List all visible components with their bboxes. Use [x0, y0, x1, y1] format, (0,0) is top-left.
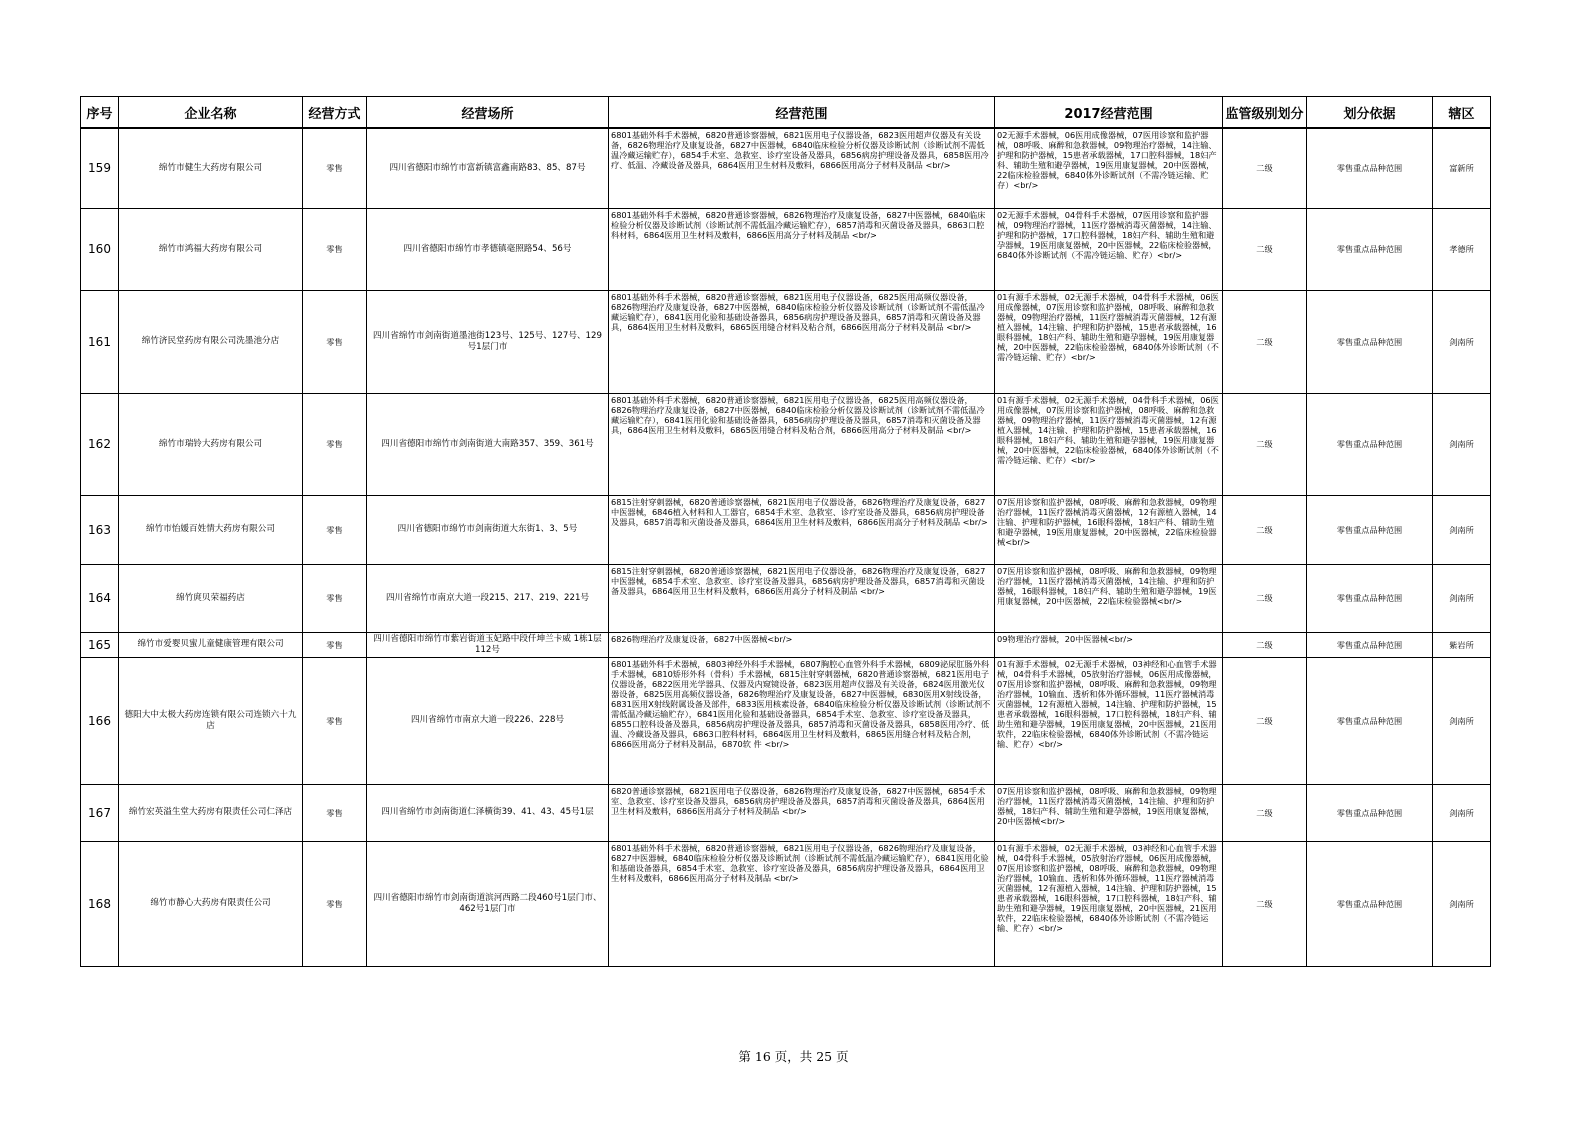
business-scope-2017: 01有源手术器械，02无源手术器械，04骨科手术器械，06医用成像器械，07医用诊察和监护器械，08呼吸、麻醉和急救器械，09物理治疗器械，11医疗器械消毒灭菌器械，12有源植入器械，14注输、护理和防护器械，15患者承载器械，16眼科器械，18妇产科、辅助生殖和避孕器械，19医用康复器械，20中医器械，22临床检验器械，6840体外诊断试剂（不需冷链运输、贮存）<br/> [995, 290, 1223, 393]
header-scope: 经营范围 [609, 97, 995, 129]
supervision-level: 二级 [1223, 841, 1307, 966]
classification-basis: 零售重点品种范围 [1307, 128, 1433, 208]
business-mode: 零售 [303, 841, 367, 966]
table-row [81, 128, 1491, 208]
business-scope: 6801基础外科手术器械，6820普通诊察器械，6821医用电子仪器设备，6823医用超声仪器及有关设备，6826物理治疗及康复设备，6827中医器械，6840临床检验分析仪器及诊断试剂（诊断试剂不需低温冷藏运输贮存），6854手术室、急救室、诊疗室设备及器具，6856病房护理设备及器具，6858医用冷疗、低温、冷藏设备及器具，6864医用卫生材料及敷料，6866医用高分子材料及制品 <br/> [609, 128, 995, 208]
supervision-level: 二级 [1223, 632, 1307, 657]
company-name: 绵竹市健生大药房有限公司 [119, 128, 303, 208]
business-address: 四川省德阳市绵竹市剑南街道滨河西路二段460号1层门市、462号1层门市 [367, 841, 609, 966]
business-address: 四川省绵竹市剑南街道仁泽横街39、41、43、45号1层 [367, 784, 609, 841]
district: 剑南所 [1433, 495, 1491, 564]
header-seq: 序号 [81, 97, 119, 129]
supervision-level: 二级 [1223, 393, 1307, 495]
business-address: 四川省德阳市绵竹市紫岩街道玉妃路中段仟坤兰卡威 1栋1层112号 [367, 632, 609, 657]
header-mode: 经营方式 [303, 97, 367, 129]
business-scope: 6801基础外科手术器械，6820普通诊察器械，6821医用电子仪器设备，6825医用高频仪器设备，6826物理治疗及康复设备，6827中医器械，6840临床检验分析仪器及诊断试剂（诊断试剂不需低温冷藏运输贮存），6841医用化验和基础设备器具，6856病房护理设备及器具，6857消毒和灭菌设备及器具，6864医用卫生材料及敷料，6865医用缝合材料及粘合剂，6866医用高分子材料及制品 <br/> [609, 290, 995, 393]
table-body [81, 128, 1491, 966]
supervision-level: 二级 [1223, 290, 1307, 393]
business-scope: 6820普通诊察器械，6821医用电子仪器设备，6826物理治疗及康复设备，6827中医器械，6854手术室、急救室、诊疗室设备及器具，6856病房护理设备及器具，6857消毒和灭菌设备及器具，6864医用卫生材料及敷料，6866医用高分子材料及制品 <br/> [609, 784, 995, 841]
business-mode: 零售 [303, 784, 367, 841]
header-district: 辖区 [1433, 97, 1491, 129]
business-scope-2017: 01有源手术器械，02无源手术器械，04骨科手术器械，06医用成像器械，07医用诊察和监护器械，08呼吸、麻醉和急救器械，09物理治疗器械，11医疗器械消毒灭菌器械，12有源植入器械，14注输、护理和防护器械，15患者承载器械，16眼科器械，18妇产科、辅助生殖和避孕器械，19医用康复器械，20中医器械，22临床检验器械，6840体外诊断试剂（不需冷链运输、贮存）<br/> [995, 393, 1223, 495]
classification-basis: 零售重点品种范围 [1307, 393, 1433, 495]
company-name: 绵竹市鸿福大药房有限公司 [119, 208, 303, 290]
business-scope: 6815注射穿刺器械，6820普通诊察器械，6821医用电子仪器设备，6826物理治疗及康复设备，6827中医器械，6854手术室、急救室、诊疗室设备及器具，6856病房护理设备及器具，6857消毒和灭菌设备及器具，6864医用卫生材料及敷料，6866医用高分子材料及制品 <br/> [609, 564, 995, 632]
company-name: 绵竹市瑞铃大药房有限公司 [119, 393, 303, 495]
table-row [81, 208, 1491, 290]
business-mode: 零售 [303, 128, 367, 208]
enterprise-table [80, 96, 1491, 967]
business-scope: 6815注射穿刺器械，6820普通诊察器械，6821医用电子仪器设备，6826物理治疗及康复设备，6827中医器械，6846植入材料和人工器官，6854手术室、急救室、诊疗室设备及器具，6856病房护理设备及器具，6857消毒和灭菌设备及器具，6864医用卫生材料及敷料，6866医用高分子材料及制品 <br/> [609, 495, 995, 564]
classification-basis: 零售重点品种范围 [1307, 208, 1433, 290]
business-scope-2017: 07医用诊察和监护器械，08呼吸、麻醉和急救器械，09物理治疗器械，11医疗器械消毒灭菌器械，14注输、护理和防护器械，18妇产科、辅助生殖和避孕器械，19医用康复器械，20中医器械<br/> [995, 784, 1223, 841]
classification-basis: 零售重点品种范围 [1307, 632, 1433, 657]
company-name: 绵竹庹贝荣福药店 [119, 564, 303, 632]
business-mode: 零售 [303, 495, 367, 564]
business-address: 四川省德阳市绵竹市剑南街道大东街1、3、5号 [367, 495, 609, 564]
district: 剑南所 [1433, 784, 1491, 841]
classification-basis: 零售重点品种范围 [1307, 784, 1433, 841]
company-name: 德阳大中太极大药房连锁有限公司连锁六十九店 [119, 657, 303, 784]
header-name: 企业名称 [119, 97, 303, 129]
business-address: 四川省德阳市绵竹市富新镇富鑫南路83、85、87号 [367, 128, 609, 208]
page-footer: 第 16 页，共 25 页 [738, 1049, 849, 1064]
district: 剑南所 [1433, 841, 1491, 966]
row-seq: 162 [81, 393, 119, 495]
table-row [81, 290, 1491, 393]
supervision-level: 二级 [1223, 128, 1307, 208]
business-address: 四川省绵竹市南京大道一段226、228号 [367, 657, 609, 784]
row-seq: 167 [81, 784, 119, 841]
district: 紫岩所 [1433, 632, 1491, 657]
district: 剑南所 [1433, 393, 1491, 495]
district: 孝德所 [1433, 208, 1491, 290]
business-scope: 6801基础外科手术器械，6803神经外科手术器械，6807胸腔心血管外科手术器械，6809泌尿肛肠外科手术器械，6810矫形外科（骨科）手术器械，6815注射穿刺器械，6820普通诊察器械，6821医用电子仪器设备，6822医用光学器具、仪器及内窥镜设备，6823医用超声仪器及有关设备，6824医用激光仪器设备，6825医用高频仪器设备，6826物理治疗及康复设备，6827中医器械，6830医用X射线设备，6831医用X射线附属设备及部件，6833医用核素设备，6840临床检验分析仪器及诊断试剂（诊断试剂不需低温冷藏运输贮存），6841医用化验和基础设备器具，6854手术室、急救室、诊疗室设备及器具，6855口腔科设备及器具，6856病房护理设备及器具，6857消毒和灭菌设备及器具，6858医用冷疗、低温、冷藏设备及器具，6863口腔科材料，6864医用卫生材料及敷料，6865医用缝合材料及粘合剂，6866医用高分子材料及制品，6870软 件 <br/> [609, 657, 995, 784]
company-name: 绵竹济民堂药房有限公司洗墨池分店 [119, 290, 303, 393]
business-scope-2017: 07医用诊察和监护器械，08呼吸、麻醉和急救器械，09物理治疗器械，11医疗器械消毒灭菌器械，14注输、护理和防护器械，16眼科器械，18妇产科、辅助生殖和避孕器械，19医用康复器械，20中医器械，22临床检验器械<br/> [995, 564, 1223, 632]
business-mode: 零售 [303, 657, 367, 784]
business-mode: 零售 [303, 208, 367, 290]
supervision-level: 二级 [1223, 784, 1307, 841]
district: 剑南所 [1433, 290, 1491, 393]
business-scope: 6801基础外科手术器械，6820普通诊察器械，6821医用电子仪器设备，6826物理治疗及康复设备，6827中医器械，6840临床检验分析仪器及诊断试剂（诊断试剂不需低温冷藏运输贮存），6841医用化验和基础设备器具，6854手术室、急救室、诊疗室设备及器具，6856病房护理设备及器具，6864医用卫生材料及敷料，6866医用高分子材料及制品 <br/> [609, 841, 995, 966]
table-row [81, 393, 1491, 495]
business-scope-2017: 02无源手术器械，04骨科手术器械，07医用诊察和监护器械，09物理治疗器械，11医疗器械消毒灭菌器械，14注输、护理和防护器械，17口腔科器械，18妇产科、辅助生殖和避孕器械，19医用康复器械，20中医器械，22临床检验器械，6840体外诊断试剂（不需冷链运输、贮存）<br/> [995, 208, 1223, 290]
table-row [81, 495, 1491, 564]
company-name: 绵竹市爱婴贝蜜儿童健康管理有限公司 [119, 632, 303, 657]
table-row [81, 784, 1491, 841]
district: 富新所 [1433, 128, 1491, 208]
district: 剑南所 [1433, 564, 1491, 632]
row-seq: 161 [81, 290, 119, 393]
business-scope-2017: 01有源手术器械，02无源手术器械，03神经和心血管手术器械，04骨科手术器械，05放射治疗器械，06医用成像器械，07医用诊察和监护器械，08呼吸、麻醉和急救器械，09物理治疗器械，10输血、透析和体外循环器械，11医疗器械消毒灭菌器械，12有源植入器械，14注输、护理和防护器械，15患者承载器械，16眼科器械，17口腔科器械，18妇产科、辅助生殖和避孕器械，19医用康复器械，20中医器械，21医用软件，22临床检验器械，6840体外诊断试剂（不需冷链运输、贮存）<br/> [995, 657, 1223, 784]
row-seq: 164 [81, 564, 119, 632]
header-scope-2017: 2017经营范围 [995, 97, 1223, 129]
row-seq: 165 [81, 632, 119, 657]
classification-basis: 零售重点品种范围 [1307, 841, 1433, 966]
table-row [81, 632, 1491, 657]
business-scope-2017: 09物理治疗器械，20中医器械<br/> [995, 632, 1223, 657]
table-row [81, 841, 1491, 966]
business-scope-2017: 01有源手术器械，02无源手术器械，03神经和心血管手术器械，04骨科手术器械，05放射治疗器械，06医用成像器械，07医用诊察和监护器械，08呼吸、麻醉和急救器械，09物理治疗器械，10输血、透析和体外循环器械，11医疗器械消毒灭菌器械，12有源植入器械，14注输、护理和防护器械，15患者承载器械，16眼科器械，17口腔科器械，18妇产科、辅助生殖和避孕器械，19医用康复器械，20中医器械，21医用软件，22临床检验器械，6840体外诊断试剂（不需冷链运输、贮存）<br/> [995, 841, 1223, 966]
supervision-level: 二级 [1223, 564, 1307, 632]
classification-basis: 零售重点品种范围 [1307, 495, 1433, 564]
business-mode: 零售 [303, 564, 367, 632]
business-mode: 零售 [303, 393, 367, 495]
table-row [81, 657, 1491, 784]
header-basis: 划分依据 [1307, 97, 1433, 129]
business-address: 四川省绵竹市剑南街道墨池街123号、125号、127号、129号1层门市 [367, 290, 609, 393]
table-header-row [81, 97, 1491, 129]
business-scope-2017: 07医用诊察和监护器械，08呼吸、麻醉和急救器械，09物理治疗器械，11医疗器械消毒灭菌器械，12有源植入器械，14注输、护理和防护器械，16眼科器械，18妇产科、辅助生殖和避孕器械，19医用康复器械，20中医器械，22临床检验器械<br/> [995, 495, 1223, 564]
district: 剑南所 [1433, 657, 1491, 784]
company-name: 绵竹市怡媛百姓情大药房有限公司 [119, 495, 303, 564]
row-seq: 168 [81, 841, 119, 966]
business-scope: 6801基础外科手术器械，6820普通诊察器械，6821医用电子仪器设备，6825医用高频仪器设备，6826物理治疗及康复设备，6827中医器械，6840临床检验分析仪器及诊断试剂（诊断试剂不需低温冷藏运输贮存），6841医用化验和基础设备器具，6856病房护理设备及器具，6857消毒和灭菌设备及器具，6864医用卫生材料及敷料，6865医用缝合材料及粘合剂，6866医用高分子材料及制品 <br/> [609, 393, 995, 495]
classification-basis: 零售重点品种范围 [1307, 290, 1433, 393]
classification-basis: 零售重点品种范围 [1307, 564, 1433, 632]
row-seq: 163 [81, 495, 119, 564]
business-scope-2017: 02无源手术器械，06医用成像器械，07医用诊察和监护器械，08呼吸、麻醉和急救器械，09物理治疗器械，14注输、护理和防护器械，15患者承载器械，17口腔科器械，18妇产科、辅助生殖和避孕器械，19医用康复器械，20中医器械，22临床检验器械，6840体外诊断试剂（不需冷链运输、贮存）<br/> [995, 128, 1223, 208]
header-level: 监管级别划分 [1223, 97, 1307, 129]
company-name: 绵竹市静心大药房有限责任公司 [119, 841, 303, 966]
row-seq: 159 [81, 128, 119, 208]
company-name: 绵竹宏英溢生堂大药房有限责任公司仁泽店 [119, 784, 303, 841]
header-address: 经营场所 [367, 97, 609, 129]
supervision-level: 二级 [1223, 495, 1307, 564]
table-row [81, 564, 1491, 632]
business-mode: 零售 [303, 632, 367, 657]
business-address: 四川省绵竹市南京大道一段215、217、219、221号 [367, 564, 609, 632]
row-seq: 160 [81, 208, 119, 290]
business-address: 四川省德阳市绵竹市孝德镇毫照路54、56号 [367, 208, 609, 290]
business-address: 四川省德阳市绵竹市剑南街道大南路357、359、361号 [367, 393, 609, 495]
business-mode: 零售 [303, 290, 367, 393]
row-seq: 166 [81, 657, 119, 784]
business-scope: 6826物理治疗及康复设备，6827中医器械<br/> [609, 632, 995, 657]
supervision-level: 二级 [1223, 208, 1307, 290]
classification-basis: 零售重点品种范围 [1307, 657, 1433, 784]
supervision-level: 二级 [1223, 657, 1307, 784]
business-scope: 6801基础外科手术器械，6820普通诊察器械，6826物理治疗及康复设备，6827中医器械，6840临床检验分析仪器及诊断试剂（诊断试剂不需低温冷藏运输贮存），6857消毒和灭菌设备及器具，6863口腔科材料，6864医用卫生材料及敷料，6866医用高分子材料及制品 <br/> [609, 208, 995, 290]
